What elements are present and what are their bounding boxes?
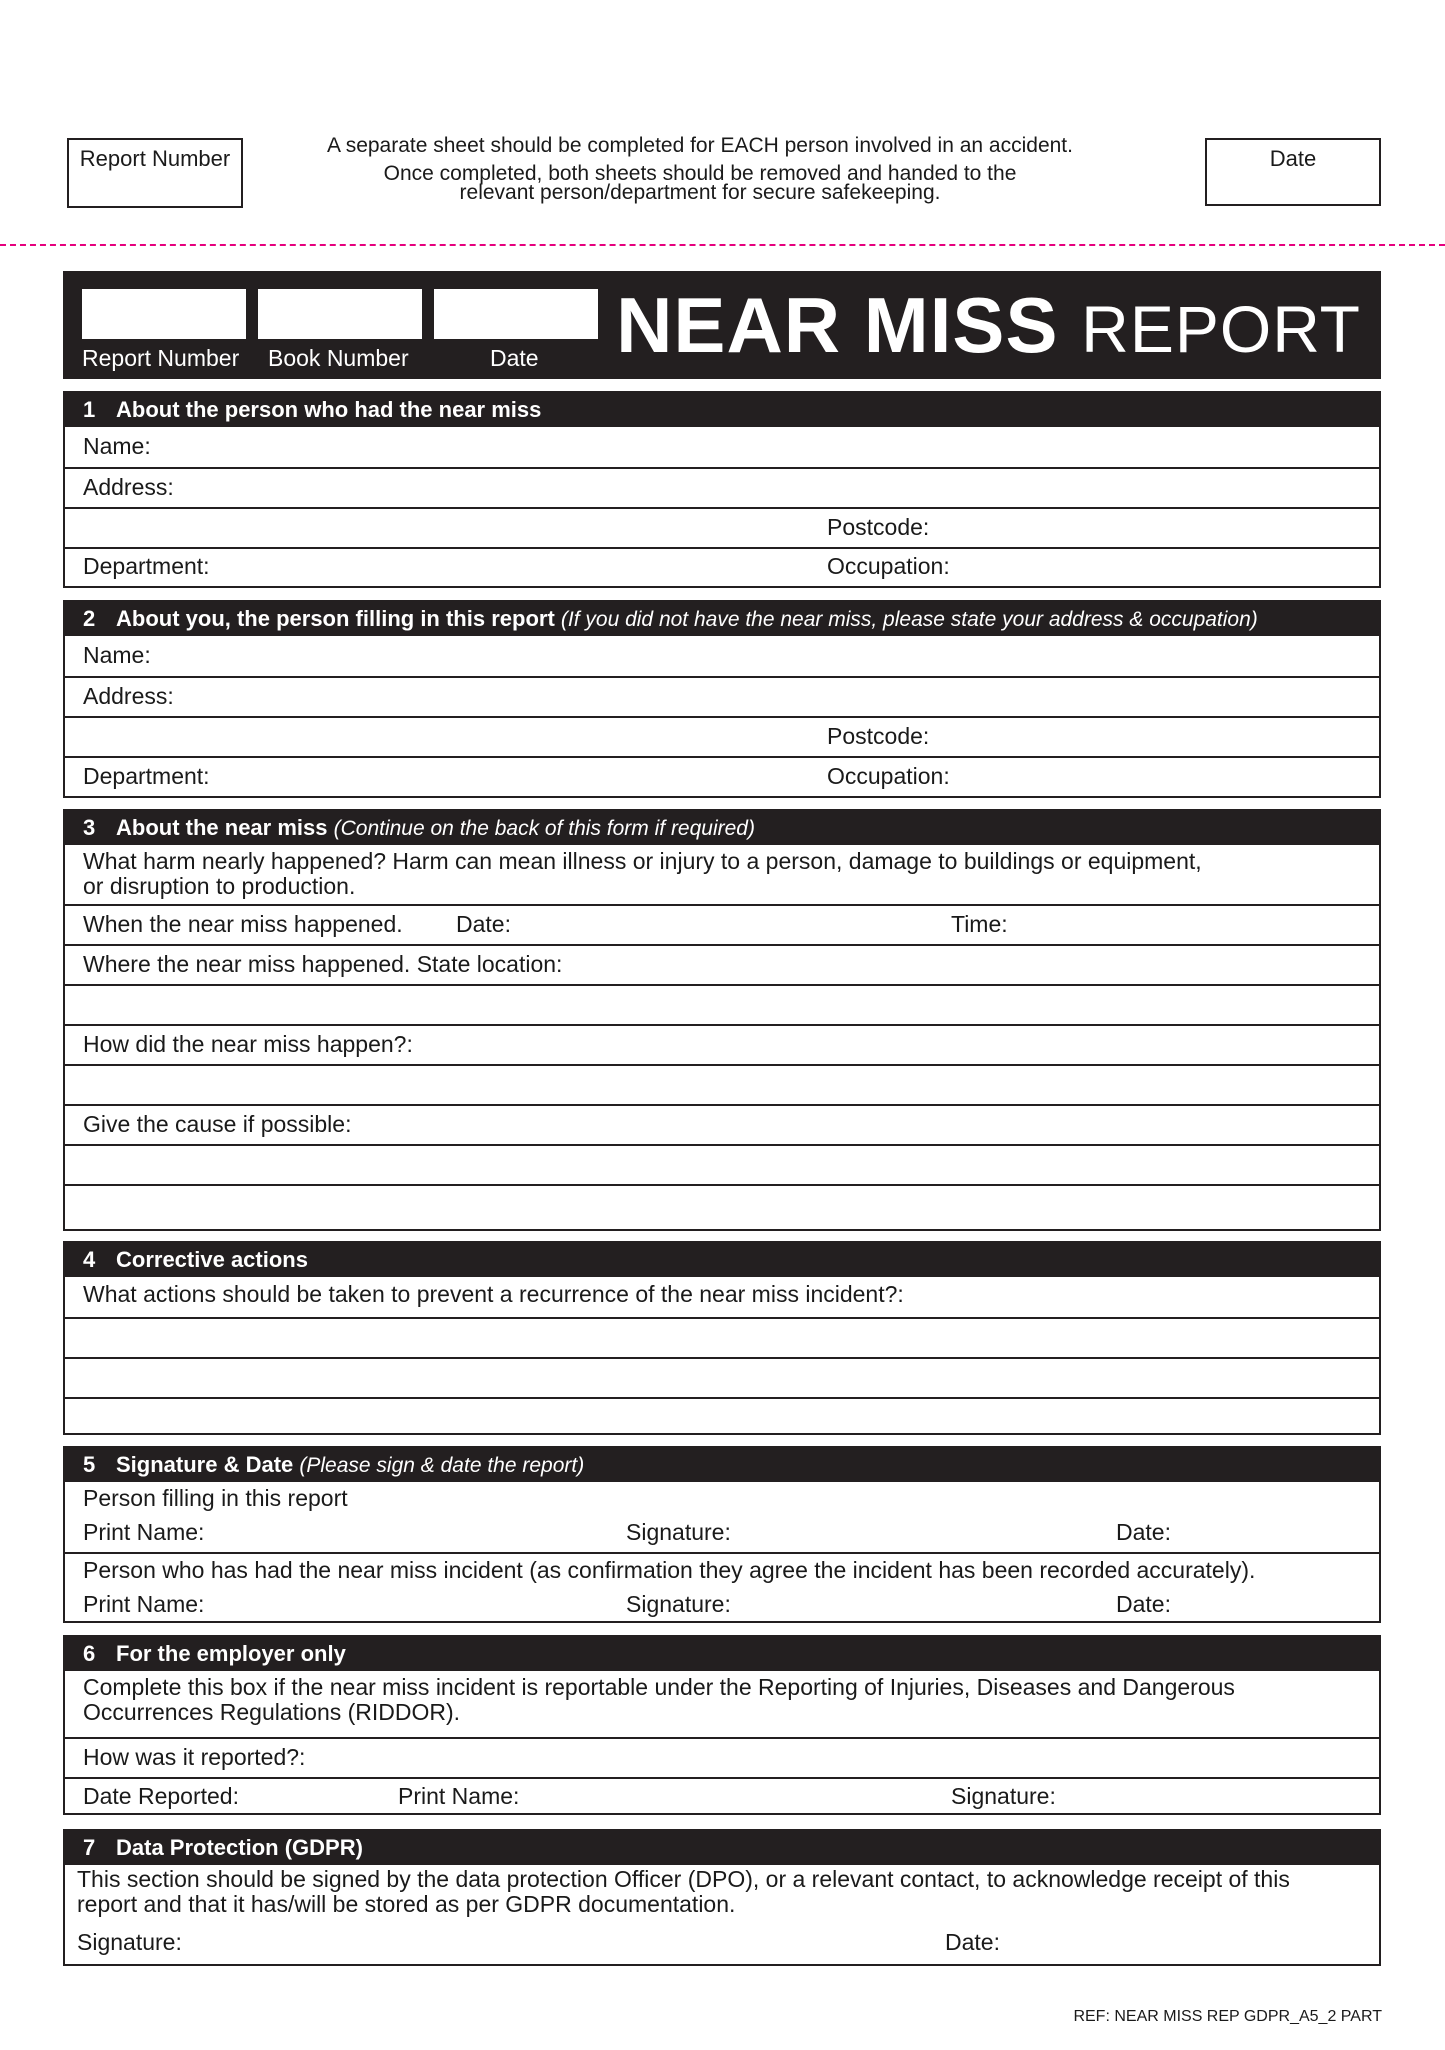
section-4-header [65,1243,1379,1277]
s4-question-label: What actions should be taken to prevent a recurrence of the near miss incident?: [83,1281,904,1307]
top-date-box[interactable] [1205,138,1381,206]
section-4-title: Corrective actions [116,1247,308,1272]
section-3-title: About the near miss [116,815,328,840]
s5-filler-date: Date: [1116,1519,1171,1545]
section-2-header [65,602,1379,636]
s6-date-reported-label: Date Reported: [83,1783,239,1809]
s3-cause-blank-row-2[interactable] [65,1184,1379,1227]
section-5-number: 5 [83,1452,96,1477]
s3-cause-label: Give the cause if possible: [83,1111,352,1137]
s3-how-row[interactable] [65,1024,1379,1064]
title-banner [63,271,1381,379]
s5-person-signature: Signature: [626,1591,731,1617]
section-4 [63,1241,1381,1435]
s1-department-row[interactable] [65,547,1379,586]
s4-blank-row-2[interactable] [65,1357,1379,1397]
s2-address-row[interactable] [65,676,1379,716]
s7-info-line2: report and that it has/will be stored as per GDPR documentation. [77,1891,736,1917]
section-5-note: (Please sign & date the report) [299,1454,585,1477]
s6-how-reported-row[interactable] [65,1737,1379,1777]
section-7 [63,1829,1381,1966]
s4-blank-row-1[interactable] [65,1317,1379,1357]
s6-info-line1: Complete this box if the near miss incident is reportable under the Reporting of Injuries, Diseases and Dangerous [83,1674,1235,1700]
section-6-header [65,1637,1379,1671]
top-note-line3: relevant person/department for secure safekeeping. [459,181,941,204]
page-title [616,281,1361,373]
s2-name-row[interactable] [65,636,1379,676]
section-2-number: 2 [83,606,96,631]
banner-date-field[interactable] [434,289,598,339]
title-bold: NEAR MISS [616,281,1059,369]
section-2-note: (If you did not have the near miss, please state your address & occupation) [560,608,1258,631]
section-7-header [65,1831,1379,1865]
s1-name-label: Name: [83,433,151,459]
s3-where-label: Where the near miss happened. State location: [83,951,563,977]
banner-date-label: Date [490,345,539,371]
s3-how-label: How did the near miss happen?: [83,1031,413,1057]
s1-occupation-label: Occupation: [827,553,950,579]
s2-postcode-row[interactable] [65,716,1379,756]
s1-postcode-label: Postcode: [827,514,930,540]
s3-where-row[interactable] [65,944,1379,984]
top-note [300,134,1100,202]
s3-when-label: When the near miss happened. [83,911,403,937]
s3-where-blank-row[interactable] [65,984,1379,1024]
s3-how-blank-row[interactable] [65,1064,1379,1104]
s5-filler-row[interactable] [65,1482,1379,1552]
s1-name-row[interactable] [65,427,1379,467]
title-light: REPORT [1081,292,1361,366]
s1-department-label: Department: [83,553,210,579]
section-3-number: 3 [83,815,96,840]
s5-filler-signature: Signature: [626,1519,731,1545]
s4-question-row[interactable] [65,1277,1379,1317]
section-7-number: 7 [83,1835,96,1860]
section-6 [63,1635,1381,1815]
section-3-note: (Continue on the back of this form if required) [333,817,755,840]
s3-time-label: Time: [951,911,1008,937]
s6-signature-label: Signature: [951,1783,1056,1809]
s3-harm-line1: What harm nearly happened? Harm can mean illness or injury to a person, damage to buildings or equipment, [83,848,1202,874]
banner-report-number-label: Report Number [82,345,240,371]
reference-code: REF: NEAR MISS REP GDPR_A5_2 PART [1073,2008,1382,2025]
s5-filler-label: Person filling in this report [83,1485,348,1511]
s2-department-row[interactable] [65,756,1379,796]
s7-signature-label: Signature: [77,1929,182,1955]
s2-postcode-label: Postcode: [827,723,930,749]
top-report-number-box[interactable] [67,138,243,208]
banner-report-number-field[interactable] [82,289,246,339]
s3-cause-blank-row-1[interactable] [65,1144,1379,1184]
s4-blank-row-3[interactable] [65,1397,1379,1435]
section-2-title: About you, the person filling in this report [116,606,555,631]
banner-book-number-field[interactable] [258,289,422,339]
section-7-title: Data Protection (GDPR) [116,1835,363,1860]
section-6-title: For the employer only [116,1641,346,1666]
s5-person-label: Person who has had the near miss incident (as confirmation they agree the incident has been recorded accurately). [83,1557,1256,1583]
s5-person-date: Date: [1116,1591,1171,1617]
top-note-line1: A separate sheet should be completed for EACH person involved in an accident. [327,134,1073,157]
section-5-title: Signature & Date [116,1452,294,1477]
s3-harm-row[interactable] [65,845,1379,904]
s5-person-print-name: Print Name: [83,1591,205,1617]
section-1-title: About the person who had the near miss [116,397,542,422]
s5-filler-print-name: Print Name: [83,1519,205,1545]
s6-info-row [65,1671,1379,1737]
s7-info-row[interactable] [65,1865,1379,1964]
s6-print-name-label: Print Name: [398,1783,520,1809]
section-3-header [65,811,1379,845]
s3-when-row[interactable] [65,904,1379,944]
s1-address-row[interactable] [65,467,1379,507]
s1-postcode-row[interactable] [65,507,1379,547]
s2-address-label: Address: [83,683,174,709]
banner-book-number-label: Book Number [268,345,409,371]
section-4-number: 4 [83,1247,96,1272]
section-5 [63,1446,1381,1623]
s1-address-label: Address: [83,474,174,500]
top-note-line2: Once completed, both sheets should be removed and handed to the [383,162,1017,185]
s2-occupation-label: Occupation: [827,763,950,789]
section-1-number: 1 [83,397,96,422]
s2-name-label: Name: [83,642,151,668]
s5-person-row[interactable] [65,1552,1379,1621]
section-1-header [65,393,1379,427]
s6-how-reported-label: How was it reported?: [83,1744,306,1770]
s6-info-line2: Occurrences Regulations (RIDDOR). [83,1699,461,1725]
section-1 [63,391,1381,588]
s2-department-label: Department: [83,763,210,789]
section-2 [63,600,1381,798]
s6-date-row[interactable] [65,1777,1379,1815]
s3-cause-row[interactable] [65,1104,1379,1144]
top-date-label: Date [1269,146,1317,171]
section-5-header [65,1448,1379,1482]
top-report-number-label: Report Number [79,146,231,171]
perforation-line [0,244,1445,246]
s3-date-label: Date: [456,911,511,937]
section-3 [63,809,1381,1231]
section-6-number: 6 [83,1641,96,1666]
s3-harm-line2: or disruption to production. [83,873,356,899]
s7-date-label: Date: [945,1929,1000,1955]
s7-info-line1: This section should be signed by the data protection Officer (DPO), or a relevant contact, to acknowledge receipt of this [77,1866,1290,1892]
